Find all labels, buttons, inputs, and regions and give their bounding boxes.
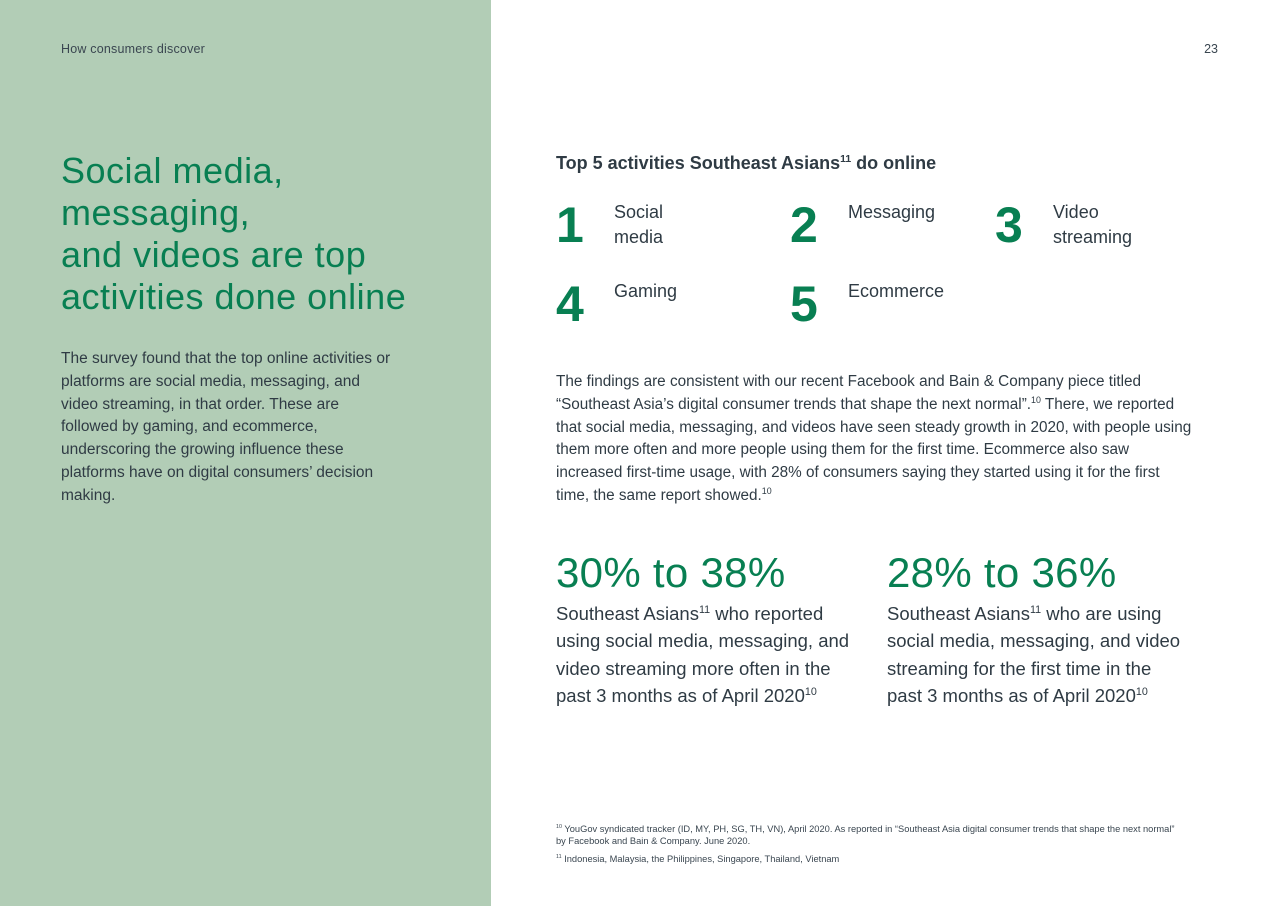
findings-paragraph — [556, 371, 1196, 508]
activity-label: Ecommerce — [848, 281, 945, 301]
footnote — [556, 854, 1186, 866]
headline-line: activities done online — [61, 276, 407, 317]
footnote-ref: 11 — [698, 603, 711, 616]
footnote-ref: 10 — [1031, 394, 1041, 405]
headline-line: Social media, — [61, 150, 284, 191]
top5-title — [556, 153, 936, 174]
stat-description — [887, 600, 1187, 709]
footnote-ref: 11 — [1029, 603, 1042, 616]
activity-label-line: streaming — [1053, 227, 1133, 247]
activity-rank: 4 — [556, 276, 584, 332]
activity-label: Social media — [614, 202, 664, 247]
stat-value: 30% to 38% — [556, 549, 786, 596]
activity-label: Gaming — [614, 281, 678, 301]
stat-desc-text: Southeast Asians — [556, 603, 699, 624]
headline-line: messaging, — [61, 192, 251, 233]
footnote-text: Indonesia, Malaysia, the Philippines, Singapore, Thailand, Vietnam — [561, 854, 840, 864]
intro-paragraph: The survey found that the top online activities or platforms are social media, messaging, and video streaming, in that order. These are followed by gaming, and ecommerce, underscoring the growing influence these platforms have on digital consumers’ decision making. — [61, 350, 391, 504]
footnote — [556, 824, 1186, 847]
stat-desc-text: Southeast Asians — [887, 603, 1030, 624]
activity-rank: 5 — [790, 276, 818, 332]
stat-block — [887, 548, 1187, 709]
footnote-mark: 10 — [556, 823, 562, 830]
page-headline — [61, 150, 471, 318]
headline-line: and videos are top — [61, 234, 367, 275]
footnote-mark: 11 — [556, 853, 562, 860]
stat-desc-text: who are using social media, messaging, and video streaming for the first time in the past 3 months as of April 2020 — [887, 603, 1181, 706]
activity-rank: 1 — [556, 197, 584, 253]
page-number: 23 — [1204, 42, 1218, 56]
stat-description — [556, 600, 856, 709]
top5-title-text: Top 5 activities Southeast Asians — [556, 153, 841, 173]
activity-rank: 2 — [790, 197, 818, 253]
activity-label: Messaging — [848, 202, 936, 222]
footnote-text: YouGov syndicated tracker (ID, MY, PH, SG, TH, VN), April 2020. As reported in “Southeast Asia digital consumer trends that shape the next normal” by Facebook and Bain & Company. June 2020. — [556, 824, 1175, 846]
footnote-ref: 10 — [761, 485, 772, 496]
footnote-ref: 10 — [1135, 685, 1148, 698]
footnote-ref: 11 — [840, 154, 852, 165]
findings-text: The findings are consistent with our recent Facebook and Bain & Company piece titled “Southeast Asia’s digital consumer trends that shape the next normal”. — [556, 373, 1142, 413]
activity-label-line: Video — [1053, 202, 1099, 222]
stat-block — [556, 548, 856, 709]
section-label: How consumers discover — [61, 42, 206, 56]
activity-rank: 3 — [995, 197, 1023, 253]
top5-title-suffix: do online — [851, 153, 937, 173]
activity-label — [1053, 200, 1132, 250]
findings-text: There, we reported that social media, messaging, and videos have seen steady growth in 2020, with people using them more often and more people using them for the first time. Ecommerce also saw increased first-time usage, with 28% of consumers saying they started using it for the first time, the same report showed. — [556, 395, 1192, 504]
footnotes — [556, 824, 1186, 873]
stat-value: 28% to 36% — [887, 549, 1117, 596]
footnote-ref: 10 — [804, 685, 817, 698]
stat-desc-text: who reported using social media, messaging, and video streaming more often in the past 3 months as of April 2020 — [556, 603, 850, 706]
